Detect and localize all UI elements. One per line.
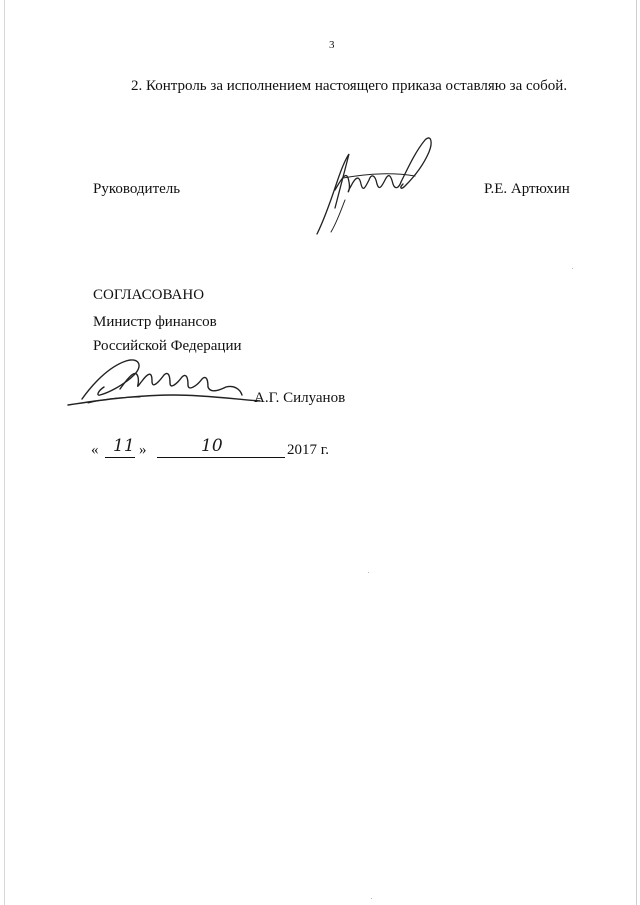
scan-speck xyxy=(572,268,573,269)
approval-name: А.Г. Силуанов xyxy=(254,390,346,406)
scan-speck xyxy=(368,572,369,573)
date-day-underline xyxy=(105,457,135,458)
head-position: Руководитель xyxy=(93,181,181,197)
date-day: 11 xyxy=(113,436,135,456)
date-close-quote: » xyxy=(139,442,147,458)
head-name: Р.Е. Артюхин xyxy=(484,181,570,197)
page-number: 3 xyxy=(329,39,335,51)
scan-speck xyxy=(371,898,372,899)
date-open-quote: « xyxy=(91,442,99,458)
date-month: 10 xyxy=(201,436,223,456)
paragraph-control: 2. Контроль за исполнением настоящего приказа оставляю за собой. xyxy=(131,78,568,94)
minister-signature xyxy=(64,355,264,410)
date-year: 2017 г. xyxy=(287,442,329,458)
date-month-underline xyxy=(157,457,285,458)
approval-position-line1: Министр финансов xyxy=(93,314,217,330)
page-edge-left xyxy=(4,0,5,905)
head-signature xyxy=(305,130,435,240)
approval-position-line2: Российской Федерации xyxy=(93,338,242,354)
approval-heading: СОГЛАСОВАНО xyxy=(93,287,205,303)
page-edge-right xyxy=(636,0,637,905)
